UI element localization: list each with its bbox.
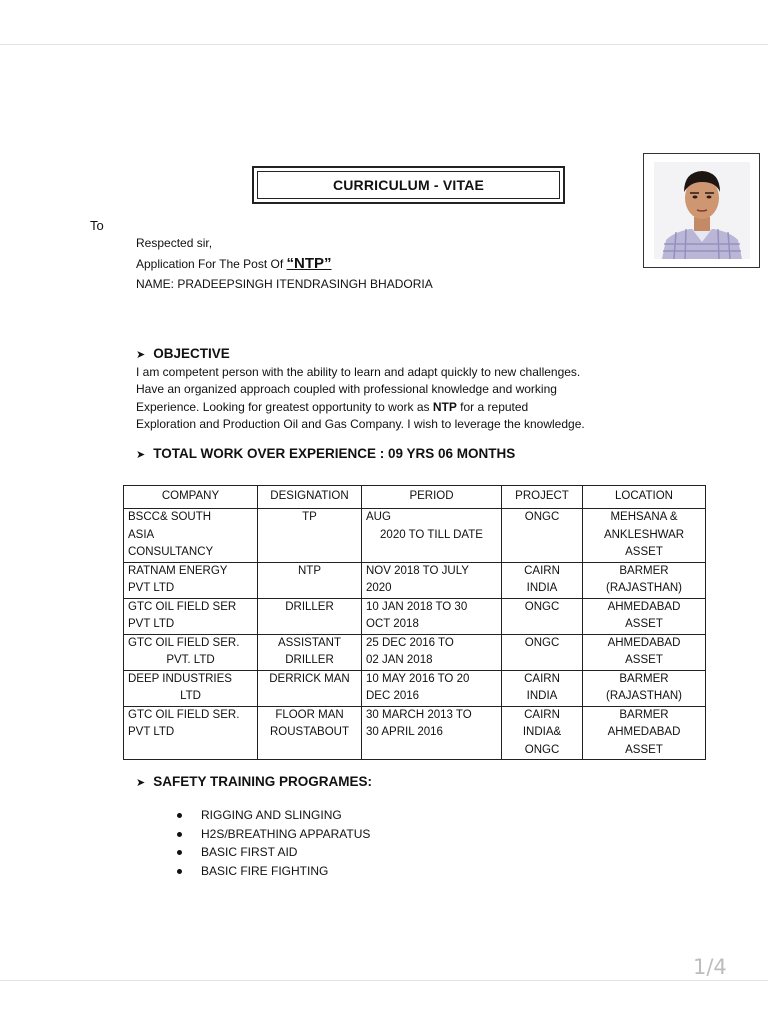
- cell-line: ASSISTANT: [277, 636, 342, 649]
- list-item-text: BASIC FIRE FIGHTING: [201, 863, 329, 878]
- cell-line: RATNAM ENERGY: [128, 564, 228, 577]
- cell-period: [362, 509, 502, 563]
- cell-project: [502, 706, 583, 760]
- col-header-period: PERIOD: [362, 486, 502, 509]
- cell-company: [124, 670, 258, 706]
- cell-line: AHMEDABAD: [607, 726, 681, 738]
- safety-heading: [136, 774, 372, 789]
- cell-line: ASSET: [625, 654, 663, 666]
- cell-line: BARMER: [619, 708, 669, 721]
- bullet-icon: [177, 832, 182, 837]
- cell-location: [583, 598, 706, 634]
- list-item: [175, 808, 370, 827]
- cell-line: (RAJASTHAN): [605, 690, 683, 702]
- cell-company: [124, 706, 258, 760]
- list-item: [175, 845, 370, 864]
- col-header-location: LOCATION: [583, 486, 706, 509]
- cell-line: AUG: [366, 511, 391, 523]
- cell-line: DEEP INDUSTRIES: [128, 672, 232, 685]
- bullet-icon: [177, 869, 182, 874]
- col-header-project: PROJECT: [502, 486, 583, 509]
- table-row: [124, 562, 706, 598]
- safety-heading-text: SAFETY TRAINING PROGRAMES:: [153, 774, 372, 789]
- arrow-bullet-icon: ➤: [136, 777, 146, 789]
- list-item-text: H2S/BREATHING APPARATUS: [201, 826, 371, 841]
- bottom-divider: [0, 980, 768, 981]
- cell-line: CAIRN: [524, 708, 560, 721]
- cell-line: 25 DEC 2016 TO: [366, 636, 454, 649]
- cell-line: ONGC: [524, 600, 560, 613]
- list-item-text: RIGGING AND SLINGING: [201, 808, 342, 822]
- objective-line: Exploration and Production Oil and Gas Company. I wish to leverage the knowledge.: [136, 416, 585, 431]
- cell-line: DRILLER: [285, 600, 334, 613]
- experience-table-body: [124, 509, 706, 760]
- cell-line: MEHSANA &: [610, 511, 678, 523]
- cell-line: 10 JAN 2018 TO 30: [366, 600, 468, 613]
- table-row: [124, 598, 706, 634]
- cell-project: [502, 670, 583, 706]
- cell-designation: [258, 634, 362, 670]
- experience-heading: [136, 446, 515, 461]
- cell-line: OCT 2018: [366, 618, 419, 630]
- cell-line: FLOOR MAN: [275, 708, 344, 721]
- cell-designation: [258, 670, 362, 706]
- objective-line-bold: NTP: [432, 399, 457, 414]
- cell-line: 2020 TO TILL DATE: [380, 528, 483, 541]
- cell-line: (RAJASTHAN): [605, 582, 683, 594]
- objective-line-part: for a reputed: [456, 399, 529, 414]
- cell-period: [362, 598, 502, 634]
- cell-line: ASSET: [625, 546, 663, 558]
- cell-designation: [258, 509, 362, 563]
- cell-location: [583, 562, 706, 598]
- top-divider: [0, 44, 768, 45]
- cell-line: 2020: [366, 582, 392, 594]
- experience-table: [123, 485, 706, 760]
- cell-line: LTD: [180, 690, 201, 702]
- col-header-company: COMPANY: [124, 486, 258, 509]
- arrow-bullet-icon: ➤: [136, 449, 146, 461]
- cell-project: [502, 598, 583, 634]
- name-line: NAME: PRADEEPSINGH ITENDRASINGH BHADORIA: [136, 277, 433, 291]
- table-row: [124, 509, 706, 563]
- cell-line: ASSET: [625, 618, 663, 630]
- bullet-icon: [177, 850, 182, 855]
- cell-line: ROUSTABOUT: [269, 726, 349, 738]
- experience-heading-text: TOTAL WORK OVER EXPERIENCE : 09 YRS 06 MONTHS: [153, 446, 516, 461]
- cell-line: AHMEDABAD: [607, 600, 681, 613]
- table-row: [124, 670, 706, 706]
- objective-line: Have an organized approach coupled with professional knowledge and working: [136, 382, 557, 397]
- cell-line: 30 MARCH 2013 TO: [366, 708, 472, 721]
- col-header-designation: DESIGNATION: [258, 486, 362, 509]
- list-item: [175, 827, 370, 846]
- cell-line: CONSULTANCY: [128, 546, 214, 558]
- cell-location: [583, 634, 706, 670]
- page-title: CURRICULUM - VITAE: [257, 171, 560, 199]
- cell-line: NTP: [298, 564, 321, 577]
- table-row: [124, 634, 706, 670]
- cell-location: [583, 706, 706, 760]
- page-indicator: 1/4: [693, 955, 727, 979]
- cell-company: [124, 598, 258, 634]
- cell-line: PVT. LTD: [166, 654, 215, 666]
- cell-line: PVT LTD: [128, 582, 175, 594]
- application-post: “NTP”: [286, 255, 332, 272]
- list-item: [175, 864, 370, 883]
- cell-period: [362, 562, 502, 598]
- cell-line: INDIA&: [522, 726, 562, 738]
- cell-line: GTC OIL FIELD SER: [128, 600, 237, 613]
- cell-line: GTC OIL FIELD SER.: [128, 636, 240, 649]
- objective-heading: [136, 346, 230, 361]
- objective-heading-text: OBJECTIVE: [153, 346, 230, 361]
- cell-line: ANKLESHWAR: [603, 528, 685, 541]
- cell-location: [583, 509, 706, 563]
- cell-line: 30 APRIL 2016: [366, 726, 443, 738]
- cell-line: INDIA: [526, 690, 558, 702]
- cell-period: [362, 670, 502, 706]
- cell-line: PVT LTD: [128, 726, 175, 738]
- cell-project: [502, 562, 583, 598]
- cell-line: ONGC: [524, 743, 560, 756]
- cell-line: AHMEDABAD: [607, 636, 681, 649]
- cell-company: [124, 562, 258, 598]
- cell-company: [124, 634, 258, 670]
- cell-period: [362, 634, 502, 670]
- cell-location: [583, 670, 706, 706]
- cell-company: [124, 509, 258, 563]
- cell-line: DERRICK MAN: [269, 672, 350, 685]
- cell-line: 02 JAN 2018: [366, 654, 433, 666]
- profile-photo: [654, 162, 750, 259]
- cell-line: GTC OIL FIELD SER.: [128, 708, 240, 721]
- cell-designation: [258, 562, 362, 598]
- application-prefix: Application For The Post Of: [136, 257, 284, 271]
- safety-training-list: [175, 808, 370, 882]
- cell-line: PVT LTD: [128, 618, 175, 630]
- cell-designation: [258, 598, 362, 634]
- cell-line: CAIRN: [524, 564, 560, 577]
- cell-line: BARMER: [619, 672, 669, 685]
- cell-line: BSCC& SOUTH: [128, 511, 212, 523]
- objective-line-part: Experience. Looking for greatest opportunity to work as: [136, 399, 433, 414]
- cell-project: [502, 634, 583, 670]
- cell-designation: [258, 706, 362, 760]
- cell-line: DRILLER: [285, 654, 334, 666]
- arrow-bullet-icon: ➤: [136, 349, 146, 361]
- table-header-row: [124, 486, 706, 509]
- cell-line: ASSET: [625, 743, 663, 756]
- cell-line: BARMER: [619, 564, 669, 577]
- cell-line: ONGC: [524, 636, 560, 649]
- cell-project: [502, 509, 583, 563]
- cell-line: 10 MAY 2016 TO 20: [366, 672, 470, 685]
- person-photo-icon: [654, 162, 750, 259]
- objective-text: [136, 364, 676, 433]
- cell-line: TP: [302, 511, 317, 523]
- cell-line: INDIA: [526, 582, 558, 594]
- to-label: To: [90, 218, 104, 233]
- cell-line: CAIRN: [524, 672, 560, 685]
- profile-photo-frame: [643, 153, 760, 268]
- title-box: [252, 166, 565, 204]
- cell-line: NOV 2018 TO JULY: [366, 564, 469, 577]
- objective-line: [136, 399, 676, 416]
- cell-line: ASIA: [128, 528, 155, 541]
- objective-line: I am competent person with the ability to learn and adapt quickly to new challenges.: [136, 365, 581, 379]
- cell-line: ONGC: [524, 511, 560, 523]
- cell-period: [362, 706, 502, 760]
- bullet-icon: [177, 813, 182, 818]
- application-line: [136, 255, 332, 272]
- list-item-text: BASIC FIRST AID: [201, 845, 298, 859]
- table-row: [124, 706, 706, 760]
- greeting: Respected sir,: [136, 236, 213, 250]
- cell-line: DEC 2016: [366, 690, 420, 702]
